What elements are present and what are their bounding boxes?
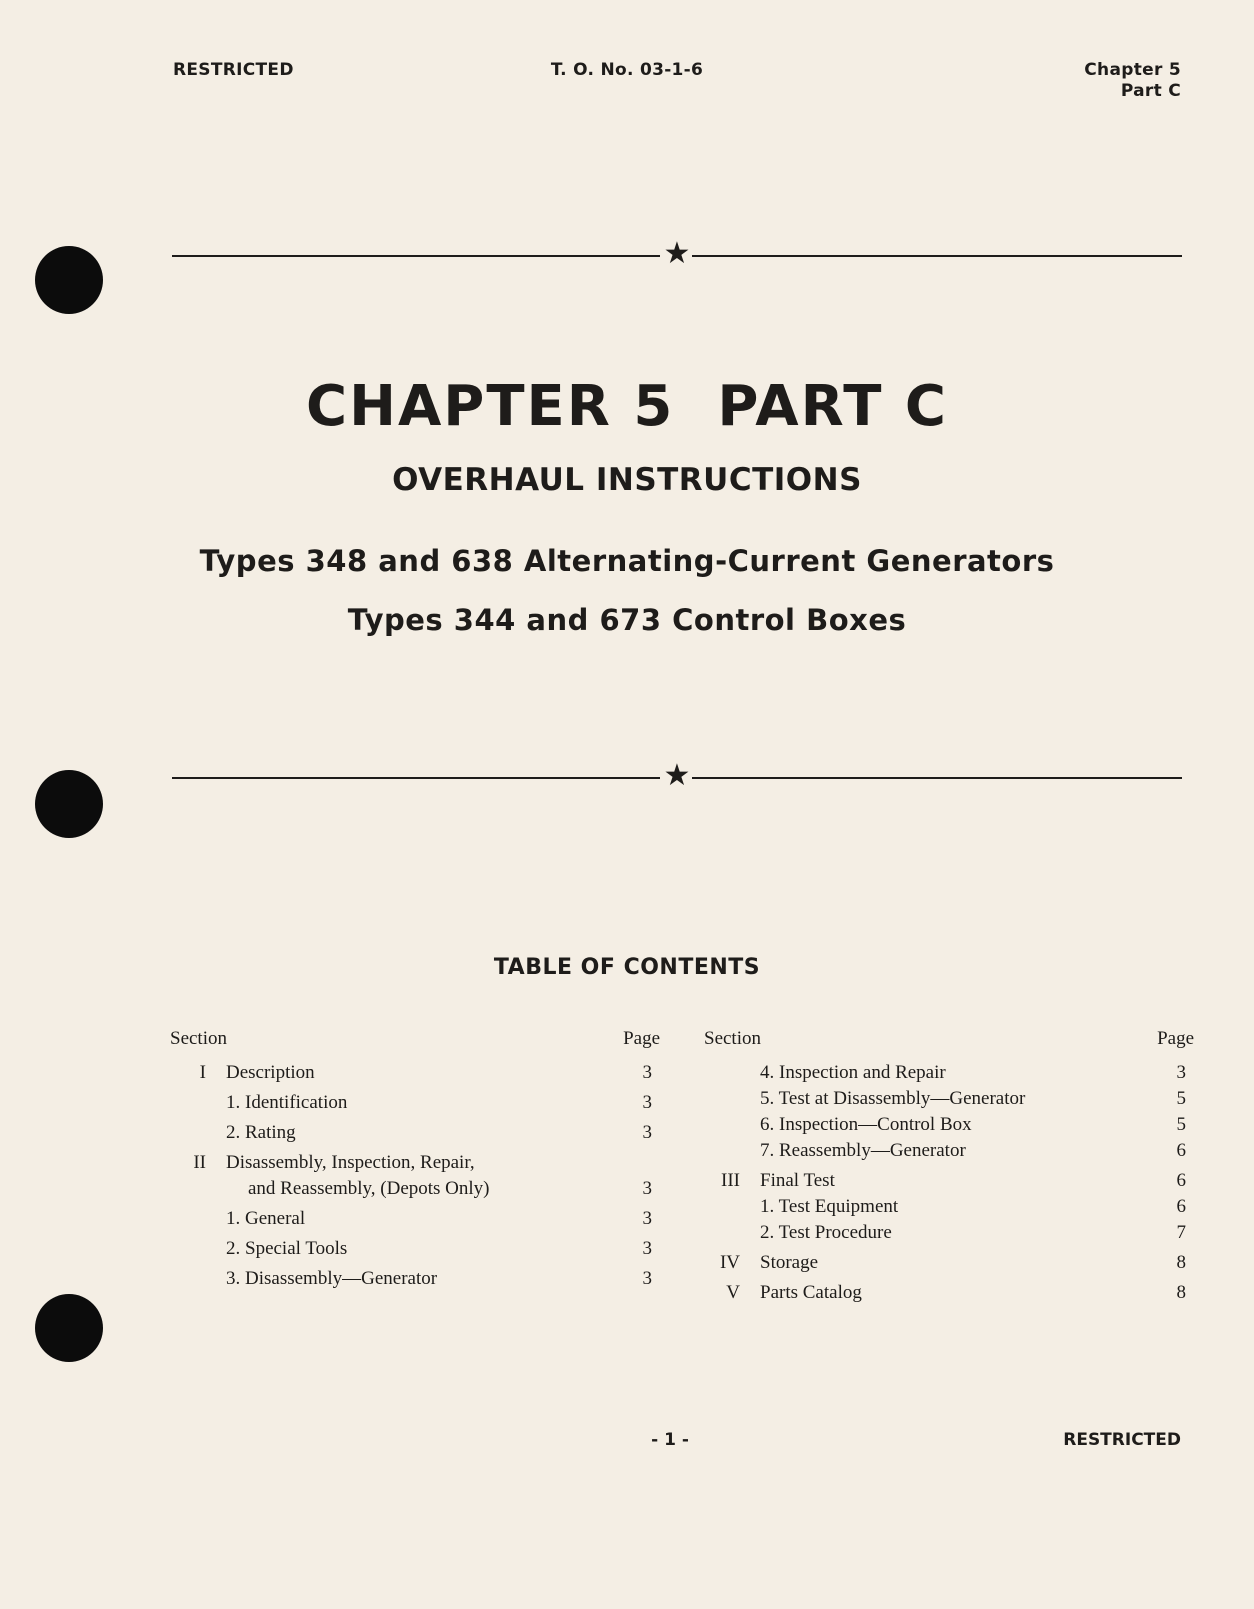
toc-entry-label: 4. Inspection and Repair <box>760 1062 946 1083</box>
toc-entry <box>170 1236 660 1262</box>
star-icon: ★ <box>663 758 691 793</box>
rule-line-left <box>172 777 660 779</box>
toc-entry-label: Storage <box>760 1252 819 1273</box>
toc-entry <box>704 1168 1194 1194</box>
toc-entry-label: 2. Test Procedure <box>760 1222 892 1243</box>
toc-entry-page: 6 <box>1176 1140 1186 1161</box>
toc-column-header <box>170 1028 660 1056</box>
toc-entry <box>704 1138 1194 1164</box>
header-document-number: T. O. No. 03-1-6 <box>550 60 704 80</box>
toc-entry-label: 3. Disassembly—Generator <box>226 1268 438 1289</box>
toc-entry-page: 3 <box>642 1208 652 1229</box>
rule-line-right <box>692 255 1182 257</box>
toc-right-entries <box>704 1060 1194 1306</box>
toc-entry-page: 8 <box>1176 1252 1186 1273</box>
toc-entry <box>704 1112 1194 1138</box>
toc-entry <box>170 1176 660 1202</box>
toc-entry <box>704 1250 1194 1276</box>
binder-hole-top <box>35 246 103 314</box>
toc-entry-page: 3 <box>642 1092 652 1113</box>
toc-entry-page: 5 <box>1176 1114 1186 1135</box>
page-number: - 1 - <box>651 1430 689 1450</box>
toc-section-number: I <box>199 1062 206 1083</box>
toc-column-header <box>704 1028 1194 1056</box>
rule-line-left <box>172 255 660 257</box>
toc-entry-page: 8 <box>1176 1282 1186 1303</box>
toc-entry-page: 3 <box>1176 1062 1186 1083</box>
toc-entry-label: Description <box>226 1062 315 1083</box>
rule-line-right <box>692 777 1182 779</box>
toc-entry-label: 1. General <box>226 1208 306 1229</box>
toc-entry <box>170 1090 660 1116</box>
binder-hole-middle <box>35 770 103 838</box>
binder-hole-bottom <box>35 1294 103 1362</box>
toc-section-number: III <box>721 1170 740 1191</box>
toc-section-number: II <box>193 1152 206 1173</box>
chapter-subtitle: OVERHAUL INSTRUCTIONS <box>392 462 862 498</box>
star-icon: ★ <box>663 236 691 271</box>
toc-entry-label: and Reassembly, (Depots Only) <box>248 1178 490 1199</box>
toc-section-number: IV <box>719 1252 740 1273</box>
toc-entry <box>704 1220 1194 1246</box>
toc-entry-label: 5. Test at Disassembly—Generator <box>760 1088 1026 1109</box>
toc-entry-label: 2. Rating <box>226 1122 296 1143</box>
toc-entry-label: 6. Inspection—Control Box <box>760 1114 972 1135</box>
bottom-star-rule <box>172 758 1182 793</box>
section-header: Section <box>704 1028 761 1049</box>
top-star-rule <box>172 236 1182 271</box>
toc-entry <box>704 1280 1194 1306</box>
toc-entry-label: Final Test <box>760 1170 835 1191</box>
toc-right-column <box>704 1028 1194 1306</box>
toc-entry-page: 3 <box>642 1178 652 1199</box>
toc-left-column <box>170 1028 660 1292</box>
title-generators: Types 348 and 638 Alternating-Current Generators <box>199 544 1055 578</box>
toc-entry <box>170 1150 660 1176</box>
title-control-boxes: Types 344 and 673 Control Boxes <box>347 603 907 637</box>
toc-entry <box>704 1060 1194 1086</box>
toc-entry-page: 7 <box>1176 1222 1186 1243</box>
toc-entry <box>170 1120 660 1146</box>
toc-entry-label: Disassembly, Inspection, Repair, <box>226 1152 475 1173</box>
toc-left-entries <box>170 1060 660 1292</box>
toc-entry <box>170 1266 660 1292</box>
toc-entry <box>170 1206 660 1232</box>
footer-classification: RESTRICTED <box>1063 1430 1181 1450</box>
toc-entry <box>704 1086 1194 1112</box>
toc-entry-page: 5 <box>1176 1088 1186 1109</box>
page-header: Page <box>1157 1028 1194 1049</box>
toc-entry-page: 6 <box>1176 1170 1186 1191</box>
toc-entry <box>704 1194 1194 1220</box>
chapter-title: CHAPTER 5 PART C <box>305 374 948 439</box>
toc-entry-page: 3 <box>642 1062 652 1083</box>
section-header: Section <box>170 1028 227 1049</box>
toc-title: TABLE OF CONTENTS <box>493 955 761 980</box>
toc-entry-label: 1. Test Equipment <box>760 1196 899 1217</box>
toc-entry-page: 3 <box>642 1268 652 1289</box>
header-chapter-part <box>1084 60 1181 102</box>
toc-entry-page: 3 <box>642 1122 652 1143</box>
header-part: Part C <box>1120 81 1181 101</box>
page-header: Page <box>623 1028 660 1049</box>
toc-section-number: V <box>726 1282 740 1303</box>
toc-entry-label: Parts Catalog <box>760 1282 862 1303</box>
toc-entry <box>170 1060 660 1086</box>
header-chapter: Chapter 5 <box>1084 60 1181 80</box>
toc-entry-label: 7. Reassembly—Generator <box>760 1140 966 1161</box>
toc-entry-page: 3 <box>642 1238 652 1259</box>
toc-entry-label: 2. Special Tools <box>226 1238 348 1259</box>
toc-entry-page: 6 <box>1176 1196 1186 1217</box>
header-classification: RESTRICTED <box>173 60 294 80</box>
toc-entry-label: 1. Identification <box>226 1092 348 1113</box>
